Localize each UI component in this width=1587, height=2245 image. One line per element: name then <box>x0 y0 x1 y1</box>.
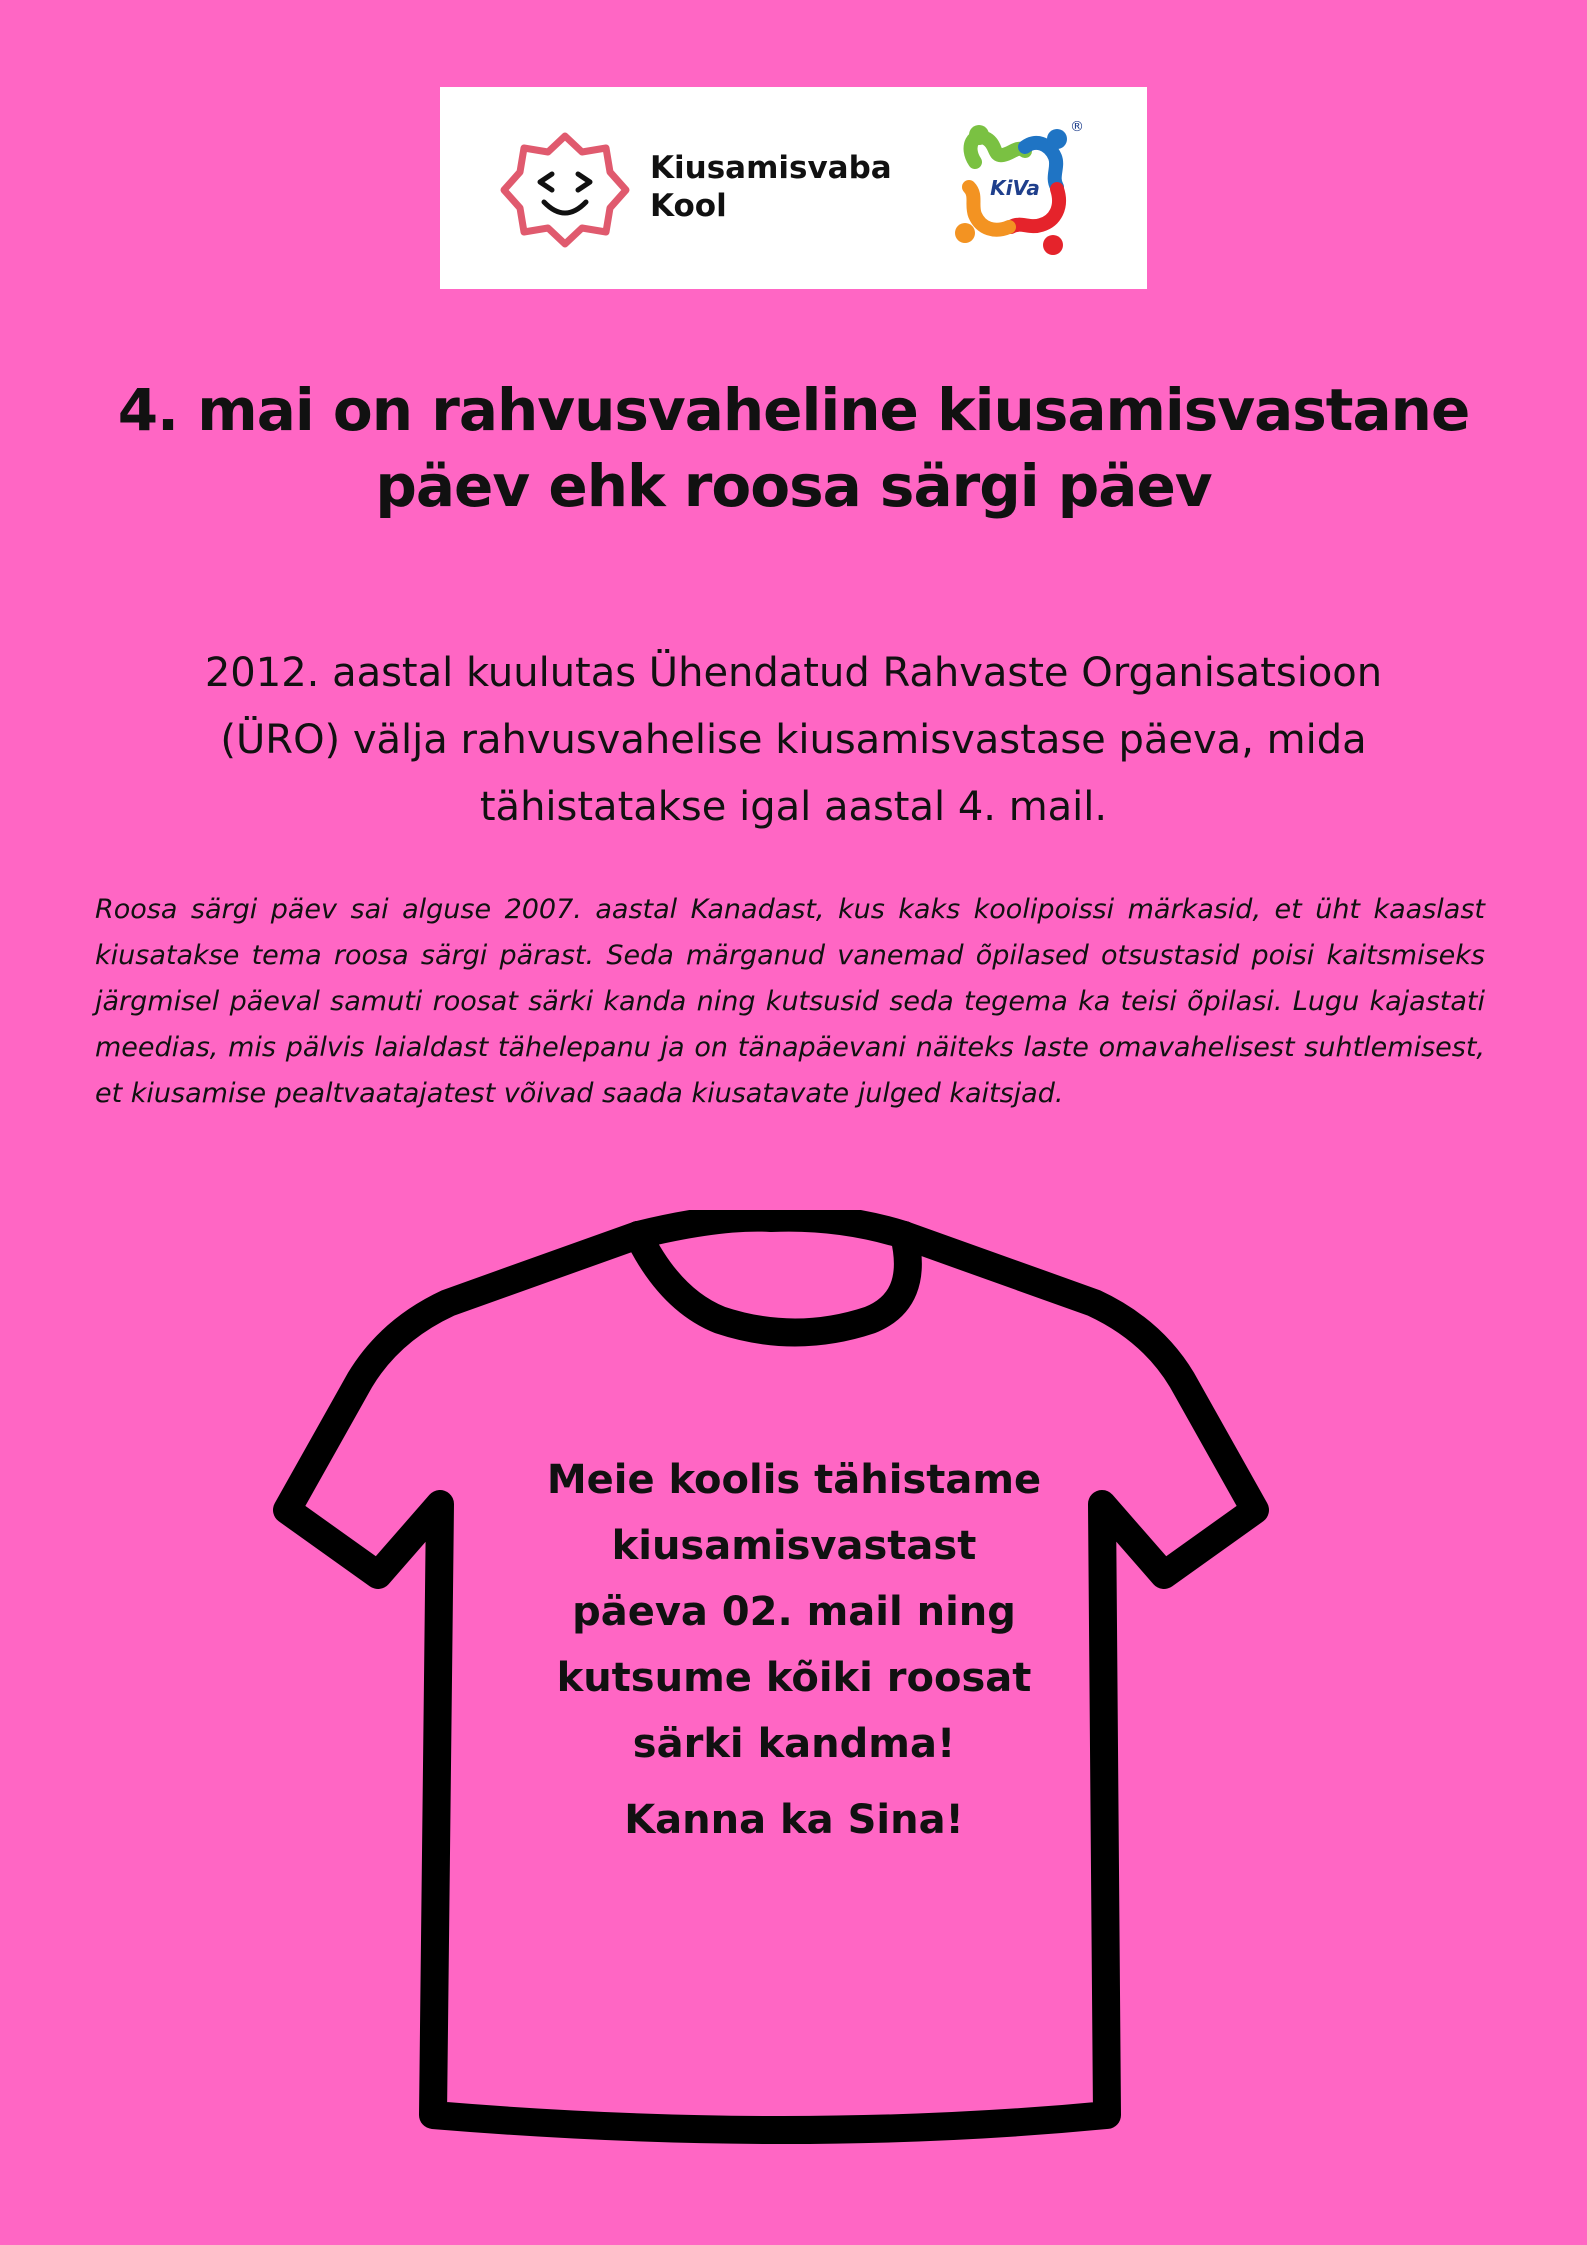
kiva-people-icon <box>945 117 1085 262</box>
shirt-line-4: kutsume kõiki roosat <box>556 1655 1032 1701</box>
wordmark-line1: Kiusamisvaba <box>650 150 892 186</box>
shirt-line-5: särki kandma! <box>632 1721 956 1767</box>
shirt-message <box>480 1447 1108 1853</box>
intro-paragraph <box>130 640 1457 841</box>
intro-line1: 2012. aastal kuulutas Ühendatud Rahvaste Organisatsioon <box>204 650 1383 696</box>
intro-line2: (ÜRO) välja rahvusvahelise kiusamisvastase päeva, mida <box>220 717 1367 763</box>
kiva-label: KiVa <box>990 176 1040 200</box>
headline-line2: päev ehk roosa särgi päev <box>375 452 1212 520</box>
story-paragraph: Roosa särgi päev sai alguse 2007. aastal Kanadast, kus kaks koolipoissi märkasid, et üht kaaslast kiusatakse tema roosa särgi pärast. Seda märganud vanemad õpilased otsustasid poisi kaitsmiseks järgmisel päeval samuti roosat särki kanda ning kutsusid seda tegema ka teisi õpilasi. Lugu kajastati meedias, mis pälvis laialdast tähelepanu ja on tänapäevani näiteks laste omavahelisest suhtlemisest, et kiusamise pealtvaatajatest võivad saada kiusatavate julged kaitsjad. <box>95 894 1485 1109</box>
shirt-line-3: päeva 02. mail ning <box>572 1589 1016 1635</box>
shirt-line-2: kiusamisvastast <box>611 1523 977 1569</box>
shirt-line-1: Meie koolis tähistame <box>546 1457 1042 1503</box>
intro-line3: tähistatakse igal aastal 4. mail. <box>479 784 1108 830</box>
kiusamisvaba-kool-wordmark <box>650 149 892 225</box>
wordmark-line2: Kool <box>650 188 727 224</box>
logo-banner <box>440 87 1147 289</box>
kk-smiley-icon <box>500 132 630 248</box>
registered-mark: ® <box>1070 119 1084 135</box>
headline-line1: 4. mai on rahvusvaheline kiusamisvastane <box>117 376 1470 444</box>
headline <box>60 372 1527 524</box>
shirt-call-to-action: Kanna ka Sina! <box>624 1797 964 1843</box>
